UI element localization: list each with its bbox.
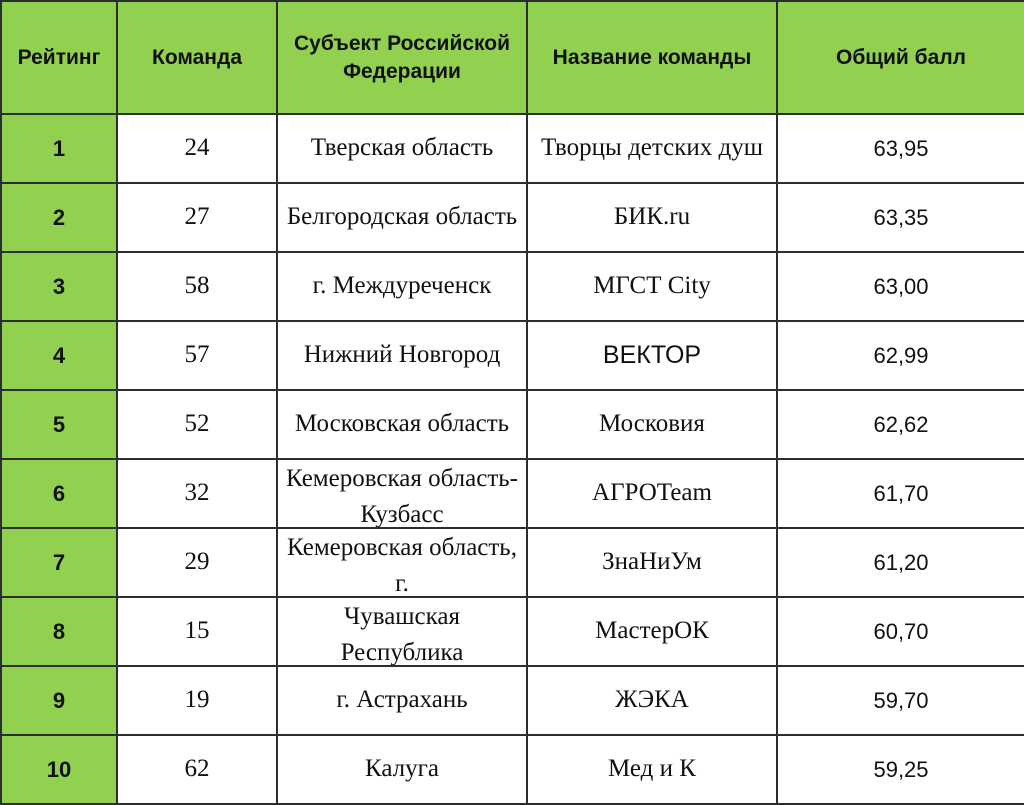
team-number-cell: 24 [117, 114, 277, 183]
header-rank: Рейтинг [1, 1, 117, 114]
score-cell: 63,95 [777, 114, 1024, 183]
team-number-cell: 19 [117, 666, 277, 735]
team-number-cell: 32 [117, 459, 277, 528]
region-cell [277, 183, 527, 252]
region-text: г. Астрахань [336, 686, 468, 714]
score-cell: 62,99 [777, 321, 1024, 390]
table-row [1, 390, 1024, 459]
score-cell: 62,62 [777, 390, 1024, 459]
table-row [1, 114, 1024, 183]
rank-cell: 9 [1, 666, 117, 735]
team-number-cell: 58 [117, 252, 277, 321]
region-text: г. Междуреченск [312, 272, 492, 300]
team-name-cell [527, 666, 777, 735]
rank-cell: 10 [1, 735, 117, 804]
region-cell [277, 252, 527, 321]
score-cell: 63,00 [777, 252, 1024, 321]
header-row [1, 1, 1024, 114]
rank-cell: 4 [1, 321, 117, 390]
rank-cell: 2 [1, 183, 117, 252]
header-score: Общий балл [777, 1, 1024, 114]
team-number-cell: 29 [117, 528, 277, 597]
team-name-text: ЗнаНиУм [602, 548, 702, 576]
rank-cell: 1 [1, 114, 117, 183]
region-cell [277, 528, 527, 597]
team-name-text: Московия [599, 410, 705, 438]
team-name-text: ВЕКТОР [602, 341, 702, 370]
score-cell: 61,70 [777, 459, 1024, 528]
score-cell: 63,35 [777, 183, 1024, 252]
region-text: Кемеровская область-Кузбасс [285, 464, 519, 527]
team-name-cell [527, 735, 777, 804]
team-number-cell: 62 [117, 735, 277, 804]
region-cell [277, 666, 527, 735]
region-cell [277, 390, 527, 459]
region-text: Кемеровская область, г. [287, 533, 517, 596]
region-text: Белгородская область [286, 203, 518, 231]
table-row [1, 321, 1024, 390]
team-name-text: БИК.ru [613, 203, 691, 231]
region-text: Калуга [365, 755, 439, 783]
team-name-text: АГРОTeam [592, 479, 712, 507]
team-name-cell [527, 528, 777, 597]
team-number-cell: 57 [117, 321, 277, 390]
region-text: Московская область [294, 410, 510, 438]
score-cell: 61,20 [777, 528, 1024, 597]
table-row [1, 597, 1024, 666]
table-row [1, 459, 1024, 528]
region-cell [277, 459, 527, 528]
region-cell [277, 114, 527, 183]
team-name-text: МГСТ City [593, 272, 711, 300]
team-name-text: МастерОК [595, 617, 709, 645]
score-cell: 59,25 [777, 735, 1024, 804]
team-name-cell [527, 114, 777, 183]
table-row [1, 666, 1024, 735]
team-name-cell [527, 321, 777, 390]
region-text: Нижний Новгород [303, 341, 501, 369]
team-number-cell: 15 [117, 597, 277, 666]
table-row [1, 528, 1024, 597]
team-name-text: Творцы детских душ [541, 134, 763, 162]
rank-cell: 8 [1, 597, 117, 666]
table-row [1, 183, 1024, 252]
team-name-cell [527, 390, 777, 459]
region-text: Тверская область [310, 134, 494, 162]
region-cell [277, 597, 527, 666]
team-name-text: Мед и К [608, 755, 696, 783]
team-name-cell [527, 459, 777, 528]
team-number-cell: 52 [117, 390, 277, 459]
header-team: Команда [117, 1, 277, 114]
team-name-cell [527, 252, 777, 321]
team-name-cell [527, 183, 777, 252]
score-cell: 59,70 [777, 666, 1024, 735]
region-cell [277, 735, 527, 804]
header-team-name: Название команды [527, 1, 777, 114]
team-number-cell: 27 [117, 183, 277, 252]
team-name-text: ЖЭКА [615, 686, 689, 714]
table-row [1, 735, 1024, 804]
region-text: Чувашская Республика [340, 602, 464, 665]
rank-cell: 3 [1, 252, 117, 321]
rank-cell: 7 [1, 528, 117, 597]
rank-cell: 6 [1, 459, 117, 528]
region-cell [277, 321, 527, 390]
team-name-cell [527, 597, 777, 666]
score-cell: 60,70 [777, 597, 1024, 666]
header-region: Субъект Российской Федерации [277, 1, 527, 114]
rank-cell: 5 [1, 390, 117, 459]
table-row [1, 252, 1024, 321]
